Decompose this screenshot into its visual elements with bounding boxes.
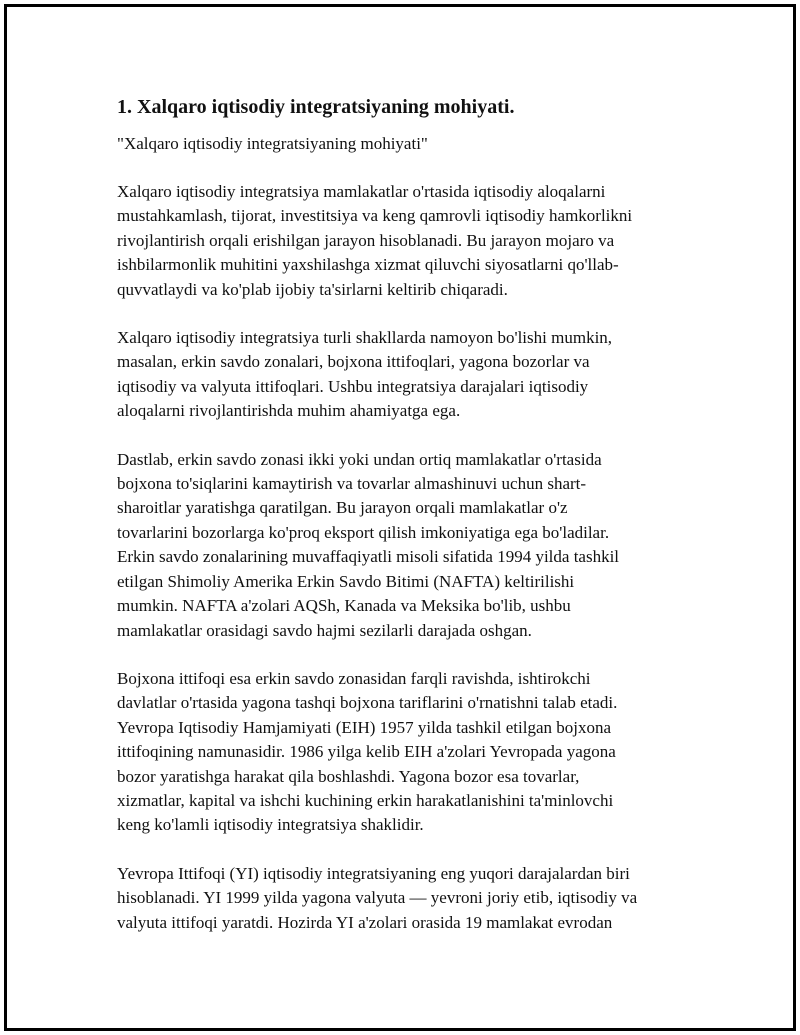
paragraph-4 [117,667,687,838]
paragraph-line: ittifoqining namunasidir. 1986 yilga kelib EIH a'zolari Yevropada yagona [117,742,616,762]
paragraph-2 [117,326,687,424]
paragraph-line: Dastlab, erkin savdo zonasi ikki yoki undan ortiq mamlakatlar o'rtasida [117,449,602,469]
paragraph-line: Erkin savdo zonalarining muvaffaqiyatli misoli sifatida 1994 yilda tashkil [117,547,620,567]
paragraph-line: aloqalarni rivojlantirishda muhim ahamiyatga ega. [117,401,461,421]
paragraph-line: keng ko'lamli iqtisodiy integratsiya shaklidir. [117,815,424,835]
paragraph-line: tovarlarini bozorlarga ko'proq eksport qilish imkoniyatiga ega bo'ladilar. [117,522,610,542]
paragraph-line: hisoblanadi. YI 1999 yilda yagona valyuta — yevroni joriy etib, iqtisodiy va [117,888,638,908]
paragraph-line: Xalqaro iqtisodiy integratsiya turli shakllarda namoyon bo'lishi mumkin, [117,328,613,348]
paragraph-5 [117,862,687,935]
paragraph-line: xizmatlar, kapital va ishchi kuchining erkin harakatlanishini ta'minlovchi [117,790,614,810]
paragraph-line: rivojlantirish orqali erishilgan jarayon hisoblanadi. Bu jarayon mojaro va [117,230,615,250]
paragraph-line: bozor yaratishga harakat qila boshlashdi. Yagona bozor esa tovarlar, [117,766,580,786]
paragraph-line: bojxona to'siqlarini kamaytirish va tovarlar almashinuvi uchun shart- [117,474,587,494]
paragraph-line: Yevropa Iqtisodiy Hamjamiyati (EIH) 1957 yilda tashkil etilgan bojxona [117,717,612,737]
paragraph-line: ishbilarmonlik muhitini yaxshilashga xizmat qiluvchi siyosatlarni qo'llab- [117,255,619,275]
document-heading: 1. Xalqaro iqtisodiy integratsiyaning mohiyati. [117,96,515,118]
paragraph-line: mustahkamlash, tijorat, investitsiya va keng qamrovli iqtisodiy hamkorlikni [117,206,633,226]
paragraph-line: etilgan Shimoliy Amerika Erkin Savdo Bitimi (NAFTA) keltirilishi [117,571,575,591]
paragraph-line: mamlakatlar orasidagi savdo hajmi sezilarli darajada oshgan. [117,620,532,640]
paragraph-line: sharoitlar yaratishga qaratilgan. Bu jarayon orqali mamlakatlar o'z [117,498,568,518]
paragraph-line: davlatlar o'rtasida yagona tashqi bojxona tariflarini o'rnatishni talab etadi. [117,693,618,713]
paragraph-line: Yevropa Ittifoqi (YI) iqtisodiy integratsiyaning eng yuqori darajalardan biri [117,863,630,883]
paragraph-line: iqtisodiy va valyuta ittifoqlari. Ushbu integratsiya darajalari iqtisodiy [117,376,589,396]
paragraph-line: mumkin. NAFTA a'zolari AQSh, Kanada va Meksika bo'lib, ushbu [117,596,571,616]
paragraph-line: Xalqaro iqtisodiy integratsiya mamlakatlar o'rtasida iqtisodiy aloqalarni [117,182,606,201]
paragraph-line: quvvatlaydi va ko'plab ijobiy ta'sirlarni keltirib chiqaradi. [117,279,508,299]
paragraph-3 [117,448,687,643]
quoted-title: "Xalqaro iqtisodiy integratsiyaning mohiyati" [117,134,428,153]
paragraph-line: Bojxona ittifoqi esa erkin savdo zonasidan farqli ravishda, ishtirokchi [117,668,591,688]
paragraph-1 [117,180,687,302]
paragraph-line: masalan, erkin savdo zonalari, bojxona ittifoqlari, yagona bozorlar va [117,352,590,372]
paragraph-line: valyuta ittifoqi yaratdi. Hozirda YI a'zolari orasida 19 mamlakat evrodan [117,912,613,932]
document-body [117,94,687,935]
